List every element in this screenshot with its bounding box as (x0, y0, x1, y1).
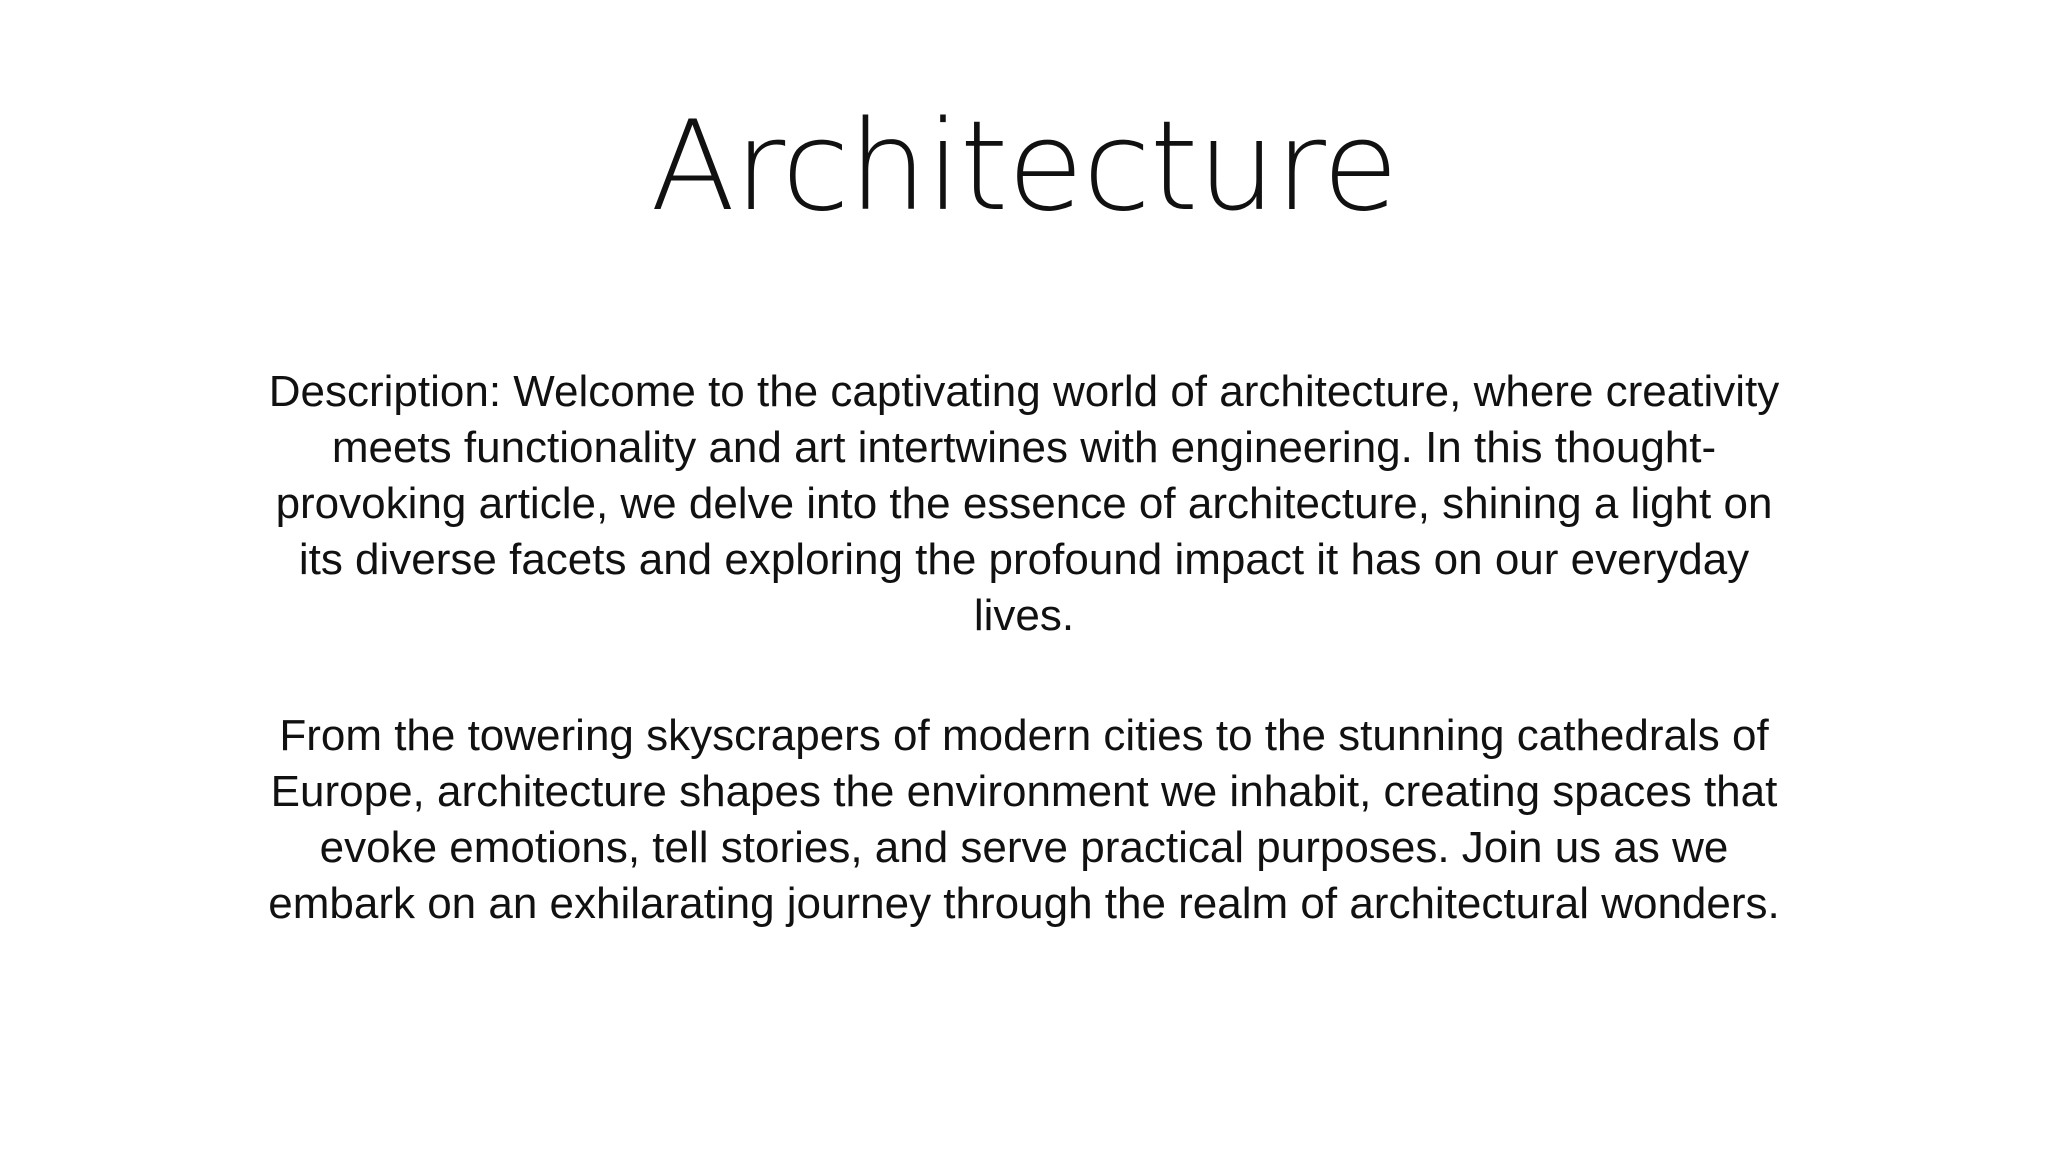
slide-title: Architecture (650, 95, 1398, 239)
description-paragraph: Description: Welcome to the captivating world of architecture, where creativity meets functionality and art intertwines with engineering. In this thought-provoking article, we delve into the essence of architecture, shining a light on its diverse facets and exploring the profound impact it has on our everyday lives. (268, 367, 1780, 640)
journey-paragraph: From the towering skyscrapers of modern cities to the stunning cathedrals of Europe, architecture shapes the environment we inhabit, creating spaces that evoke emotions, tell stories, and serve practical purposes. Join us as we embark on an exhilarating journey through the realm of architectural wonders. (268, 711, 1780, 928)
slide-body (268, 364, 1780, 932)
